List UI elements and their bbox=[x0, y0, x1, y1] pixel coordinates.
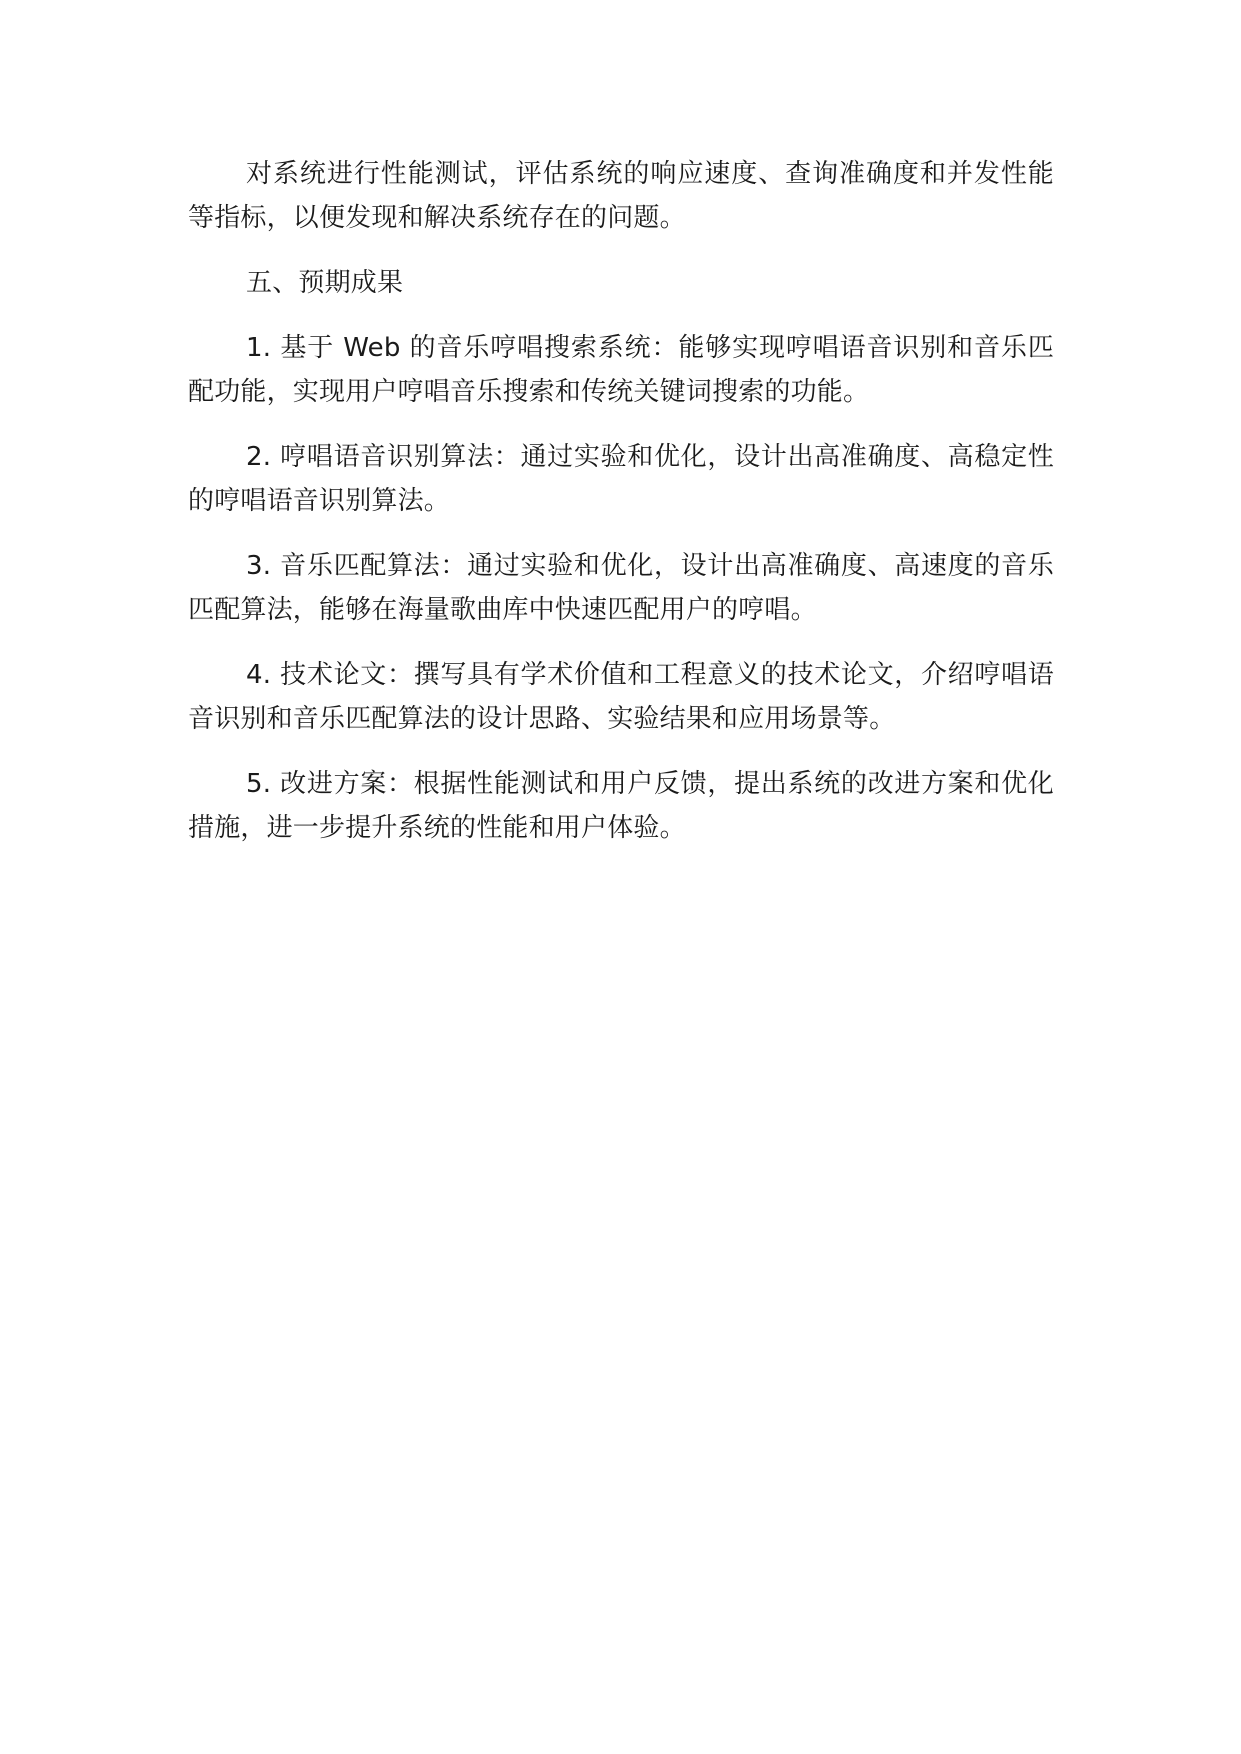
list-item-humming-recognition: 2. 哼唱语音识别算法：通过实验和优化，设计出高准确度、高稳定性的哼唱语音识别算法。 bbox=[188, 442, 1054, 516]
document-body bbox=[188, 152, 1054, 871]
list-item-improvement-plan: 5. 改进方案：根据性能测试和用户反馈，提出系统的改进方案和优化措施，进一步提升系统的性能和用户体验。 bbox=[188, 769, 1054, 843]
list-item-technical-paper: 4. 技术论文：撰写具有学术价值和工程意义的技术论文，介绍哼唱语音识别和音乐匹配算法的设计思路、实验结果和应用场景等。 bbox=[188, 660, 1054, 734]
list-item-web-system: 1. 基于 Web 的音乐哼唱搜索系统：能够实现哼唱语音识别和音乐匹配功能，实现用户哼唱音乐搜索和传统关键词搜索的功能。 bbox=[188, 333, 1054, 407]
paragraph-performance-testing: 对系统进行性能测试，评估系统的响应速度、查询准确度和并发性能等指标，以便发现和解决系统存在的问题。 bbox=[188, 159, 1054, 233]
section-heading-expected-results: 五、预期成果 bbox=[246, 268, 404, 298]
list-item-music-matching: 3. 音乐匹配算法：通过实验和优化，设计出高准确度、高速度的音乐匹配算法，能够在海量歌曲库中快速匹配用户的哼唱。 bbox=[188, 551, 1054, 625]
